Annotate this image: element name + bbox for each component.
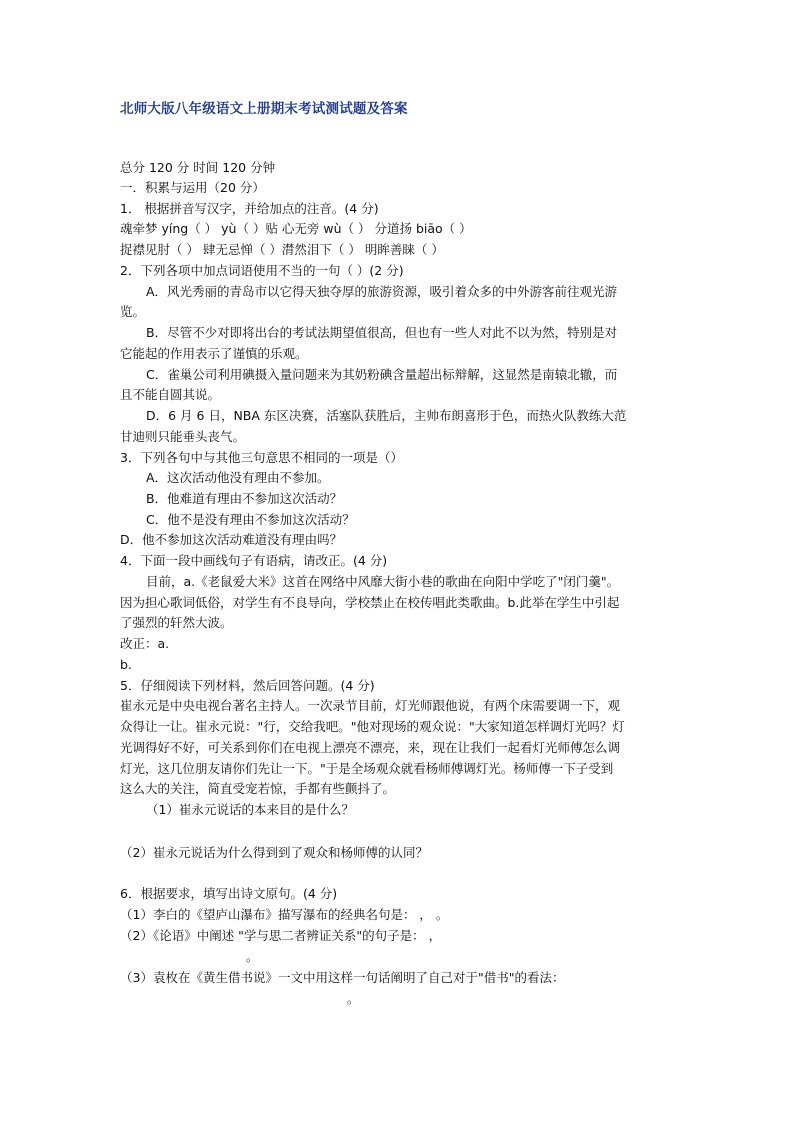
question-5-passage-line-2: 众得让一让。崔永元说："行，交给我吧。"他对现场的观众说："大家知道怎样调灯光吗？灯: [120, 719, 625, 734]
question-4-passage-line-3: 了强烈的轩然大波。: [120, 615, 233, 630]
question-2: 2．下列各项中加点词语使用不当的一句（ ）(2 分): [120, 263, 404, 278]
question-5-passage-line-5: 这么大的关注，简直受宠若惊，手都有些颤抖了。: [120, 781, 396, 796]
question-2-option-d: D．6 月 6 日，NBA 东区决赛，活塞队获胜后，主帅布朗喜形于色，而热火队教练大范: [146, 408, 627, 423]
question-4-passage-line-2: 因为担心歌词低俗，对学生有不良导向，学校禁止在校传唱此类歌曲。b.此举在学生中引起: [120, 595, 620, 610]
question-3-option-b: B．他难道有理由不参加这次活动？: [146, 491, 343, 506]
question-3-option-d: D．他不参加这次活动难道没有理由吗？: [120, 532, 343, 547]
section-heading: 一．积累与运用（20 分）: [120, 180, 265, 195]
question-3-option-c: C．他不是没有理由不参加这次活动？: [146, 512, 355, 527]
question-5-sub-1: （1）崔永元说话的本来目的是什么？: [146, 802, 354, 817]
question-6-sub-2: （2）《论语》中阐述 "学与思二者辨证关系"的句子是： ，: [120, 928, 442, 943]
question-2-option-a: A．风光秀丽的青岛市以它得天独夺厚的旅游资源，吸引着众多的中外游客前往观光游: [146, 284, 618, 299]
question-5: 5．仔细阅读下列材料，然后回答问题。(4 分): [120, 678, 375, 693]
question-6-sub-2-end: 。: [246, 949, 259, 964]
question-2-option-c-cont: 且不能自圆其说。: [120, 387, 221, 402]
question-2-option-b-cont: 它能起的作用表示了谨慎的乐观。: [120, 346, 308, 361]
question-1-line-1: 魂牵梦 yíng（ ） yù（ ）贴 心无旁 wù（ ） 分道扬 biāo（ ）: [120, 221, 472, 236]
question-3: 3．下列各句中与其他三句意思不相同的一项是（）: [120, 450, 403, 465]
question-6-sub-3: （3）袁枚在《黄生借书说》一文中用这样一句话阐明了自己对于"借书"的看法：: [120, 970, 565, 985]
question-4-passage-line-1: 目前，a.《老鼠爱大米》这首在网络中风靡大街小巷的歌曲在向阳中学吃了"闭门羹"。: [146, 574, 620, 589]
exam-info-line: 总分 120 分 时间 120 分钟: [120, 160, 276, 175]
question-1: 1． 根据拼音写汉字，并给加点的注音。(4 分): [120, 201, 379, 216]
question-6-sub-3-end: 。: [347, 991, 360, 1006]
question-4: 4．下面一段中画线句子有语病，请改正。(4 分): [120, 553, 388, 568]
question-2-option-a-cont: 览。: [120, 304, 146, 319]
document-title: 北师大版八年级语文上册期末考试测试题及答案: [120, 101, 408, 117]
question-3-option-a: A．这次活动他没有理由不参加。: [146, 470, 330, 485]
question-6: 6．根据要求，填写出诗文原句。(4 分): [120, 886, 338, 901]
question-4-answer-a: 改正：a.: [120, 636, 170, 651]
question-2-option-c: C．雀巢公司利用碘摄入量问题来为其奶粉碘含量超出标辩解，这显然是南辕北辙，而: [146, 367, 618, 382]
question-5-passage-line-3: 光调得好不好，可关系到你们在电视上漂亮不漂亮，来，现在让我们一起看灯光师傅怎么调: [120, 740, 621, 755]
question-2-option-d-cont: 甘迪则只能垂头丧气。: [120, 429, 246, 444]
question-5-passage-line-4: 灯光，这几位朋友请你们先让一下。"于是全场观众就看杨师傅调灯光。杨师傅一下子受到: [120, 761, 614, 776]
question-5-sub-2: （2）崔永元说话为什么得到到了观众和杨师傅的认同？: [120, 845, 428, 860]
question-4-answer-b: b.: [120, 657, 132, 672]
question-2-option-b: B．尽管不少对即将出台的考试法期望值很高，但也有一些人对此不以为然，特别是对: [146, 325, 618, 340]
question-6-sub-1: （1）李白的《望庐山瀑布》描写瀑布的经典名句是： ， 。: [120, 907, 449, 922]
question-5-passage-line-1: 崔永元是中央电视台著名主持人。一次录节目前，灯光师跟他说，有两个床需要调一下，观: [120, 698, 621, 713]
question-1-line-2: 捉襟见肘（ ） 肆无忌惮（ ）潸然泪下（ ） 明眸善睐（ ）: [120, 242, 444, 257]
